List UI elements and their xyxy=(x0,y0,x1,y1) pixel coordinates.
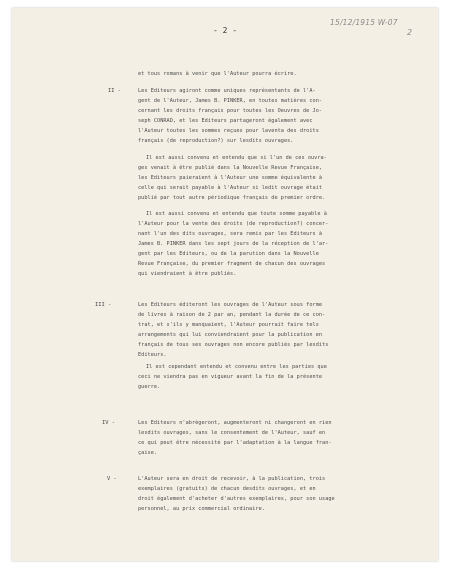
text-line: Les Editeurs n'abrègeront, augmenteront ni changeront en rien xyxy=(138,420,332,426)
text-line: l'Auteur pour la vente des droits (de reproduction?) concer- xyxy=(138,221,329,227)
text-line: guerre. xyxy=(138,384,161,390)
text-line: gent par les Editeurs, ou de la parution dans la Nouvelle xyxy=(138,251,319,257)
section-numeral-iv: IV - xyxy=(102,420,115,426)
text-line: Les Editeurs agiront comme uniques représentants de l'A- xyxy=(138,88,316,94)
text-line: droit également d'acheter d'autres exemplaires, pour son usage xyxy=(138,496,335,502)
text-line: français de tous ses ouvrages non encore publiés par lesdits xyxy=(138,342,329,348)
text-line: Editeurs. xyxy=(138,352,167,358)
section-numeral-ii: II - xyxy=(108,88,121,94)
text-line: publié par tout autre périodique français de premier ordre. xyxy=(138,195,326,201)
text-line: çaise. xyxy=(138,450,158,456)
text-line: les Editeurs paieraient à l'Auteur une somme équivalente à xyxy=(138,175,323,181)
text-line: James B. PINKER dans les sept jours de la réception de l'ar- xyxy=(138,241,329,247)
text-line: Il est cependant entendu et convenu entre les parties que xyxy=(146,364,327,370)
text-line: ceci ne viendra pas en vigueur avant la fin de la présente xyxy=(138,374,323,380)
text-line: lesdits ouvrages, sans le consentement de l'Auteur, sauf en xyxy=(138,430,326,436)
text-line: qui viendraient à être publiés. xyxy=(138,271,237,277)
text-line: personnel, au prix commercial ordinaire. xyxy=(138,506,265,512)
text-line: Revue Française, du premier fragment de chacun des ouvrages xyxy=(138,261,326,267)
handwritten-date: 15/12/1915 W-07 xyxy=(330,18,398,27)
text-line: arrangements qui lui conviendraient pour la publication en xyxy=(138,332,323,338)
section-numeral-iii: III - xyxy=(95,302,112,308)
text-line: exemplaires (gratuits) de chacun desdits ouvrages, et en xyxy=(138,486,316,492)
text-line: et tous romans à venir que l'Auteur pourra écrire. xyxy=(138,71,297,77)
text-line: Il est aussi convenu et entendu que si l'un de ces ouvra- xyxy=(146,155,327,161)
text-line: ges venait à être publié dans la Nouvelle Revue Française, xyxy=(138,165,323,171)
page-number: - 2 - xyxy=(212,26,238,35)
text-line: Les Editeurs éditeront les ouvrages de l'Auteur sous forme xyxy=(138,302,323,308)
text-line: ce qui peut être nécessité par l'adaptation à la langue fran- xyxy=(138,440,332,446)
text-line: celle qui serait payable à l'Auteur si ledit ouvrage était xyxy=(138,185,323,191)
text-line: seph CONRAD, et les Editeurs partageront également avec xyxy=(138,118,313,124)
text-line: Il est aussi convenu et entendu que toute somme payable à xyxy=(146,211,327,217)
text-line: gent de l'Auteur, James B. PINKER, en toutes matières con- xyxy=(138,98,323,104)
text-line: de livres à raison de 2 par an, pendant la durée de ce con- xyxy=(138,312,326,318)
text-line: l'Auteur toutes les sommes reçues pour laventa des droits xyxy=(138,128,319,134)
section-numeral-v: V - xyxy=(107,476,117,482)
text-line: L'Auteur sera en droit de recevoir, à la publication, trois xyxy=(138,476,326,482)
text-line: trat, et s'ils y manquaient, l'Auteur pourrait faire tels xyxy=(138,322,319,328)
text-line: français (de reproduction?) sur lesdits ouvrages. xyxy=(138,138,294,144)
text-line: nant l'un des dits ouvrages, sera remis par les Editeurs à xyxy=(138,231,323,237)
handwritten-page-number: 2 xyxy=(407,28,413,37)
text-line: cernant les droits français pour toutes les Oeuvres de Jo- xyxy=(138,108,323,114)
